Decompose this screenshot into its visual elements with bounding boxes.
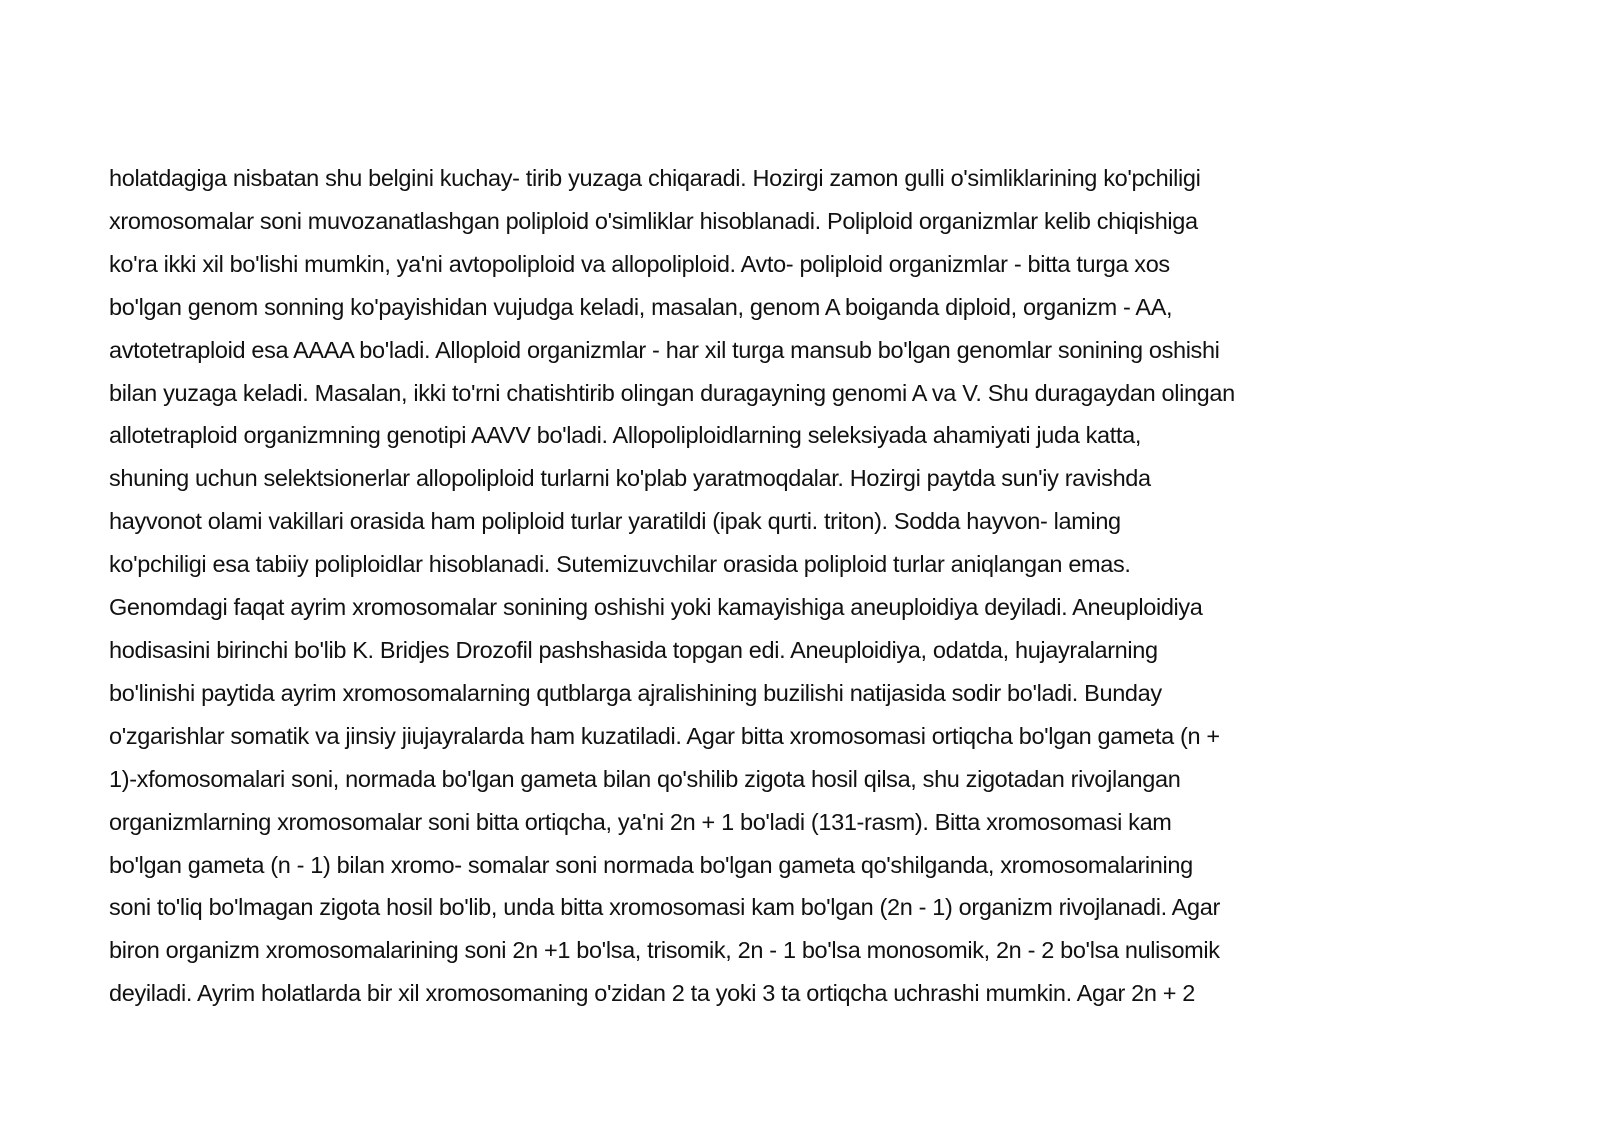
text-line: o'zgarishlar somatik va jinsiy jiujayralarda ham kuzatiladi. Agar bitta xromosomasi ortiqcha bo'lgan gameta (n + <box>109 722 1220 749</box>
text-line: ko'pchiligi esa tabiiy poliploidlar hisoblanadi. Sutemizuvchilar orasida poliploid turlar aniqlangan emas. <box>109 551 1131 578</box>
text-line: soni to'liq bo'lmagan zigota hosil bo'lib, unda bitta xromosomasi kam bo'lgan (2n - 1) organizm rivojlanadi. Agar <box>109 894 1220 921</box>
text-line: avtotetraploid esa AAAA bo'ladi. Alloploid organizmlar - har xil turga mansub bo'lgan genomlar sonining oshishi <box>109 336 1220 363</box>
text-line: shuning uchun selektsionerlar allopoliploid turlarni ko'plab yaratmoqdalar. Hozirgi paytda sun'iy ravishda <box>109 465 1151 492</box>
text-line: allotetraploid organizmning genotipi AAVV bo'ladi. Allopoliploidlarning seleksiyada ahamiyati juda katta, <box>109 422 1141 449</box>
body-paragraph <box>109 157 1529 1015</box>
text-line: deyiladi. Ayrim holatlarda bir xil xromosomaning o'zidan 2 ta yoki 3 ta ortiqcha uchrashi mumkin. Agar 2n + 2 <box>109 980 1195 1007</box>
text-line: organizmlarning xromosomalar soni bitta ortiqcha, ya'ni 2n + 1 bo'ladi (131-rasm). Bitta xromosomasi kam <box>109 808 1172 835</box>
text-line: bo'lgan gameta (n - 1) bilan xromo- somalar soni normada bo'lgan gameta qo'shilganda, xromosomalarining <box>109 851 1193 878</box>
text-line: bilan yuzaga keladi. Masalan, ikki to'rni chatishtirib olingan duragayning genomi A va V. Shu duragaydan olingan <box>109 379 1235 406</box>
text-line: hayvonot olami vakillari orasida ham poliploid turlar yaratildi (ipak qurti. triton). Sodda hayvon- laming <box>109 508 1121 535</box>
text-line: bo'linishi paytida ayrim xromosomalarning qutblarga ajralishining buzilishi natijasida sodir bo'ladi. Bunday <box>109 679 1162 706</box>
text-line: bo'lgan genom sonning ko'payishidan vujudga keladi, masalan, genom A boiganda diploid, organizm - AA, <box>109 293 1173 320</box>
text-line: ko'ra ikki xil bo'lishi mumkin, ya'ni avtopoliploid va allopoliploid. Avto- poliploid organizmlar - bitta turga xos <box>109 250 1170 277</box>
text-line: hodisasini birinchi bo'lib K. Bridjes Drozofil pashshasida topgan edi. Aneuploidiya, odatda, hujayralarning <box>109 636 1158 663</box>
text-line: 1)-xfomosomalari soni, normada bo'lgan gameta bilan qo'shilib zigota hosil qilsa, shu zigotadan rivojlangan <box>109 765 1181 792</box>
text-line: xromosomalar soni muvozanatlashgan poliploid o'simliklar hisoblanadi. Poliploid organizmlar kelib chiqishiga <box>109 207 1198 234</box>
text-line: Genomdagi faqat ayrim xromosomalar sonining oshishi yoki kamayishiga aneuploidiya deyiladi. Aneuploidiya <box>109 594 1203 621</box>
text-line: holatdagiga nisbatan shu belgini kuchay- tirib yuzaga chiqaradi. Hozirgi zamon gulli o'simliklarining ko'pchiligi <box>109 165 1201 191</box>
text-line: biron organizm xromosomalarining soni 2n +1 bo'lsa, trisomik, 2n - 1 bo'lsa monosomik, 2n - 2 bo'lsa nulisomik <box>109 937 1220 964</box>
